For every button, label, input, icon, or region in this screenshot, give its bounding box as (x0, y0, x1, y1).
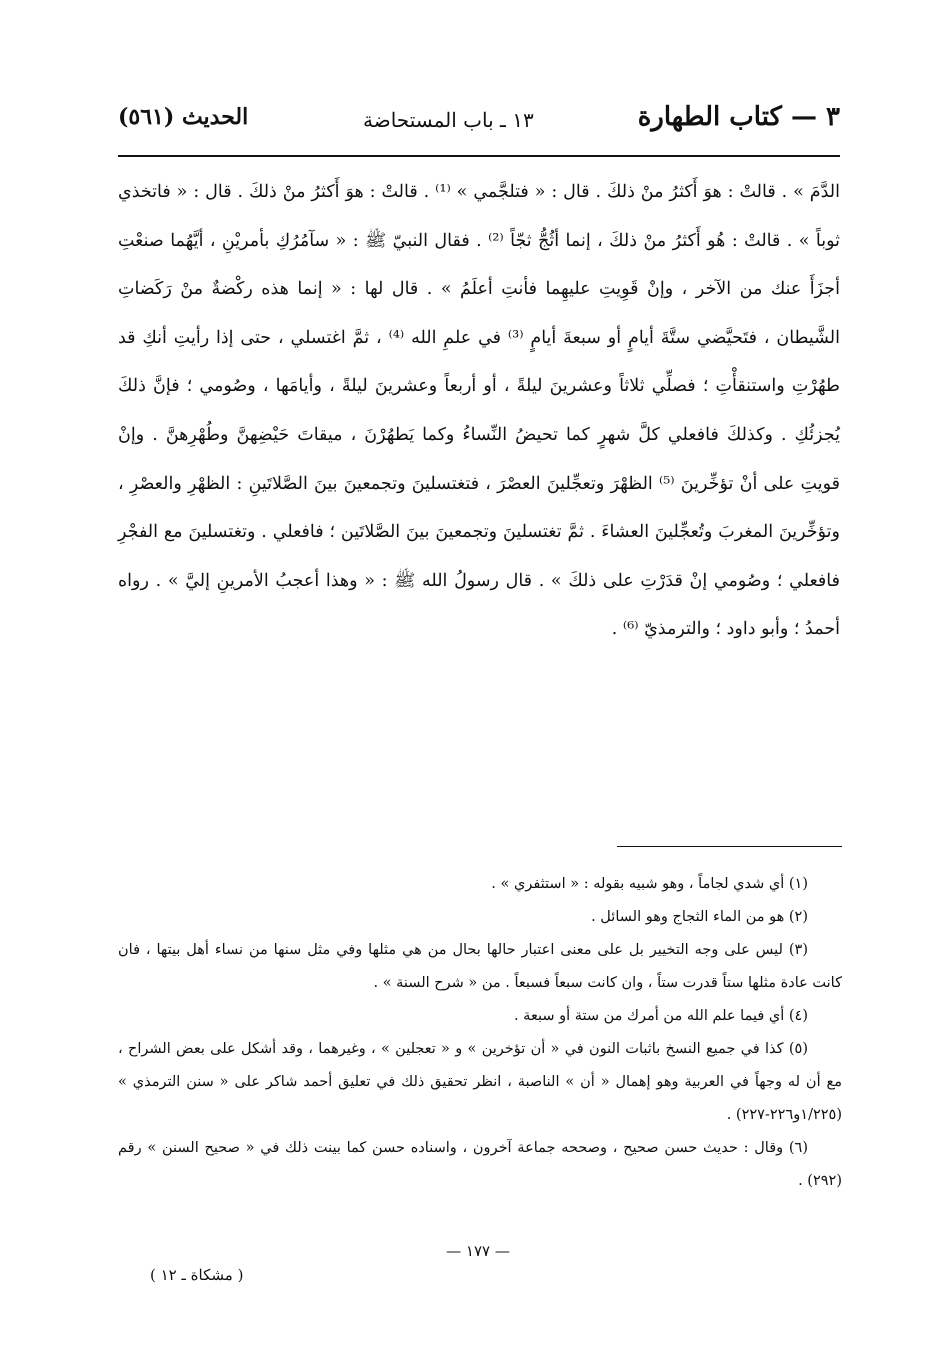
page-header (118, 100, 840, 150)
main-text (118, 168, 840, 654)
hadith-paragraph: الدَّمَ » . قالتْ : هوَ أَكثرُ منْ ذلكَ . قال : « فتلجَّمي » ⁽¹⁾ . قالتْ : هوَ أَكثرُ منْ ذلكَ . قال : « فاتخذي ثوباً » . قالتْ : هُو أَكثرُ منْ ذلكَ ، إنما أثُجُّ ثجّاً ⁽²⁾ . فقال النبيّ ﷺ : « سآمُرُكِ بأمريْنِ ، أيَّهُما صنعْتِ أجزَأَ عنك من الآخر ، وإنْ قَوِيتِ عليهِما فأنتِ أعلَمُ » . قال لها : « إنما هذه ركْضةٌ منْ رَكَضاتِ الشَّيطان ، فتَحيَّضي ستَّةَ أيامٍ أو سبعةَ أيامٍ ⁽³⁾ في علمِ الله ⁽⁴⁾ ، ثمَّ اغتسلي ، حتى إذا رأيتِ أنكِ قد طهُرْتِ واستنقأْتِ ؛ فصلِّي ثلاثاً وعشرينَ ليلةً ، أو أربعاً وعشرينَ ليلةً ، وأيامَها ، وصُومي ؛ فإنَّ ذلكَ يُجزئُكِ . وكذلكَ فافعلي كلَّ شهرٍ كما تحيضُ النِّساءُ وكما يَطهُرْنَ ، ميقاتَ حَيْضِهنَّ وطُهْرِهنَّ . وإنْ قويتِ على أنْ تؤخِّرينَ ⁽⁵⁾ الظهْرَ وتعجِّلينَ العصْرَ ، فتغتسلينَ وتجمعينَ بينَ الصَّلاتَينِ : الظهْرِ والعصْرِ ، وتؤخِّرينَ المغربَ وتُعجِّلينَ العشاءَ . ثمَّ تغتسلينَ وتجمعينَ بينَ الصَّلاتَين ؛ فافعلي . وتغتسلينَ مع الفجْرِ فافعلي ؛ وصُومي إنْ قدَرْتِ على ذلكَ » . قال رسولُ الله ﷺ : « وهذا أعجبُ الأمرينِ إليَّ » . رواه أحمدُ ؛ وأبو داود ؛ والترمذيّ ⁽⁶⁾ . (118, 182, 841, 640)
footnote-2: (٢) هو من الماء الثجاج وهو السائل . (591, 909, 808, 925)
section-title: ١٣ ـ باب المستحاضة (363, 108, 534, 132)
page-number: — ١٧٧ — (446, 1242, 510, 1260)
footnote-1: (١) أي شدي لجاماً ، وهو شبيه بقوله : « استثفري » . (491, 876, 808, 892)
signature-mark: ( مشكاة ـ ١٢ ) (150, 1266, 244, 1284)
footnote-3: (٣) ليس على وجه التخيير بل على معنى اعتبار حالها بحال من هي مثلها وفي مثل سنها من نساء أهل بيتها ، فان كانت عادة مثلها ستاً قدرت ستاً ، وان كانت سبعاً فسبعاً . من « شرح السنة » . (118, 942, 842, 991)
footnote-5: (٥) كذا في جميع النسخ باثبات النون في « أن تؤخرين » و « تعجلين » ، وغيرهما ، وقد أشكل على بعض الشراح ، مع أن له وجهاً في العربية وهو إهمال « أن » الناصبة ، انظر تحقيق ذلك في تعليق أحمد شاكر على « سنن الترمذي » (١/٢٢٥و٢٢٦-٢٢٧) . (118, 1041, 842, 1123)
hadith-number: الحديث (٥٦١) (118, 104, 249, 130)
chapter-title: ٣ — كتاب الطهارة (637, 102, 840, 132)
footnote-6: (٦) وقال : حديث حسن صحيح ، وصححه جماعة آخرون ، واسناده حسن كما بينت ذلك في « صحيح السنن » رقم (٢٩٢) . (118, 1140, 842, 1189)
footnote-separator (617, 846, 842, 847)
footnote-4: (٤) أي فيما علم الله من أمرك من ستة أو سبعة . (513, 1008, 808, 1024)
footnotes (118, 868, 842, 1198)
header-rule (118, 155, 840, 157)
